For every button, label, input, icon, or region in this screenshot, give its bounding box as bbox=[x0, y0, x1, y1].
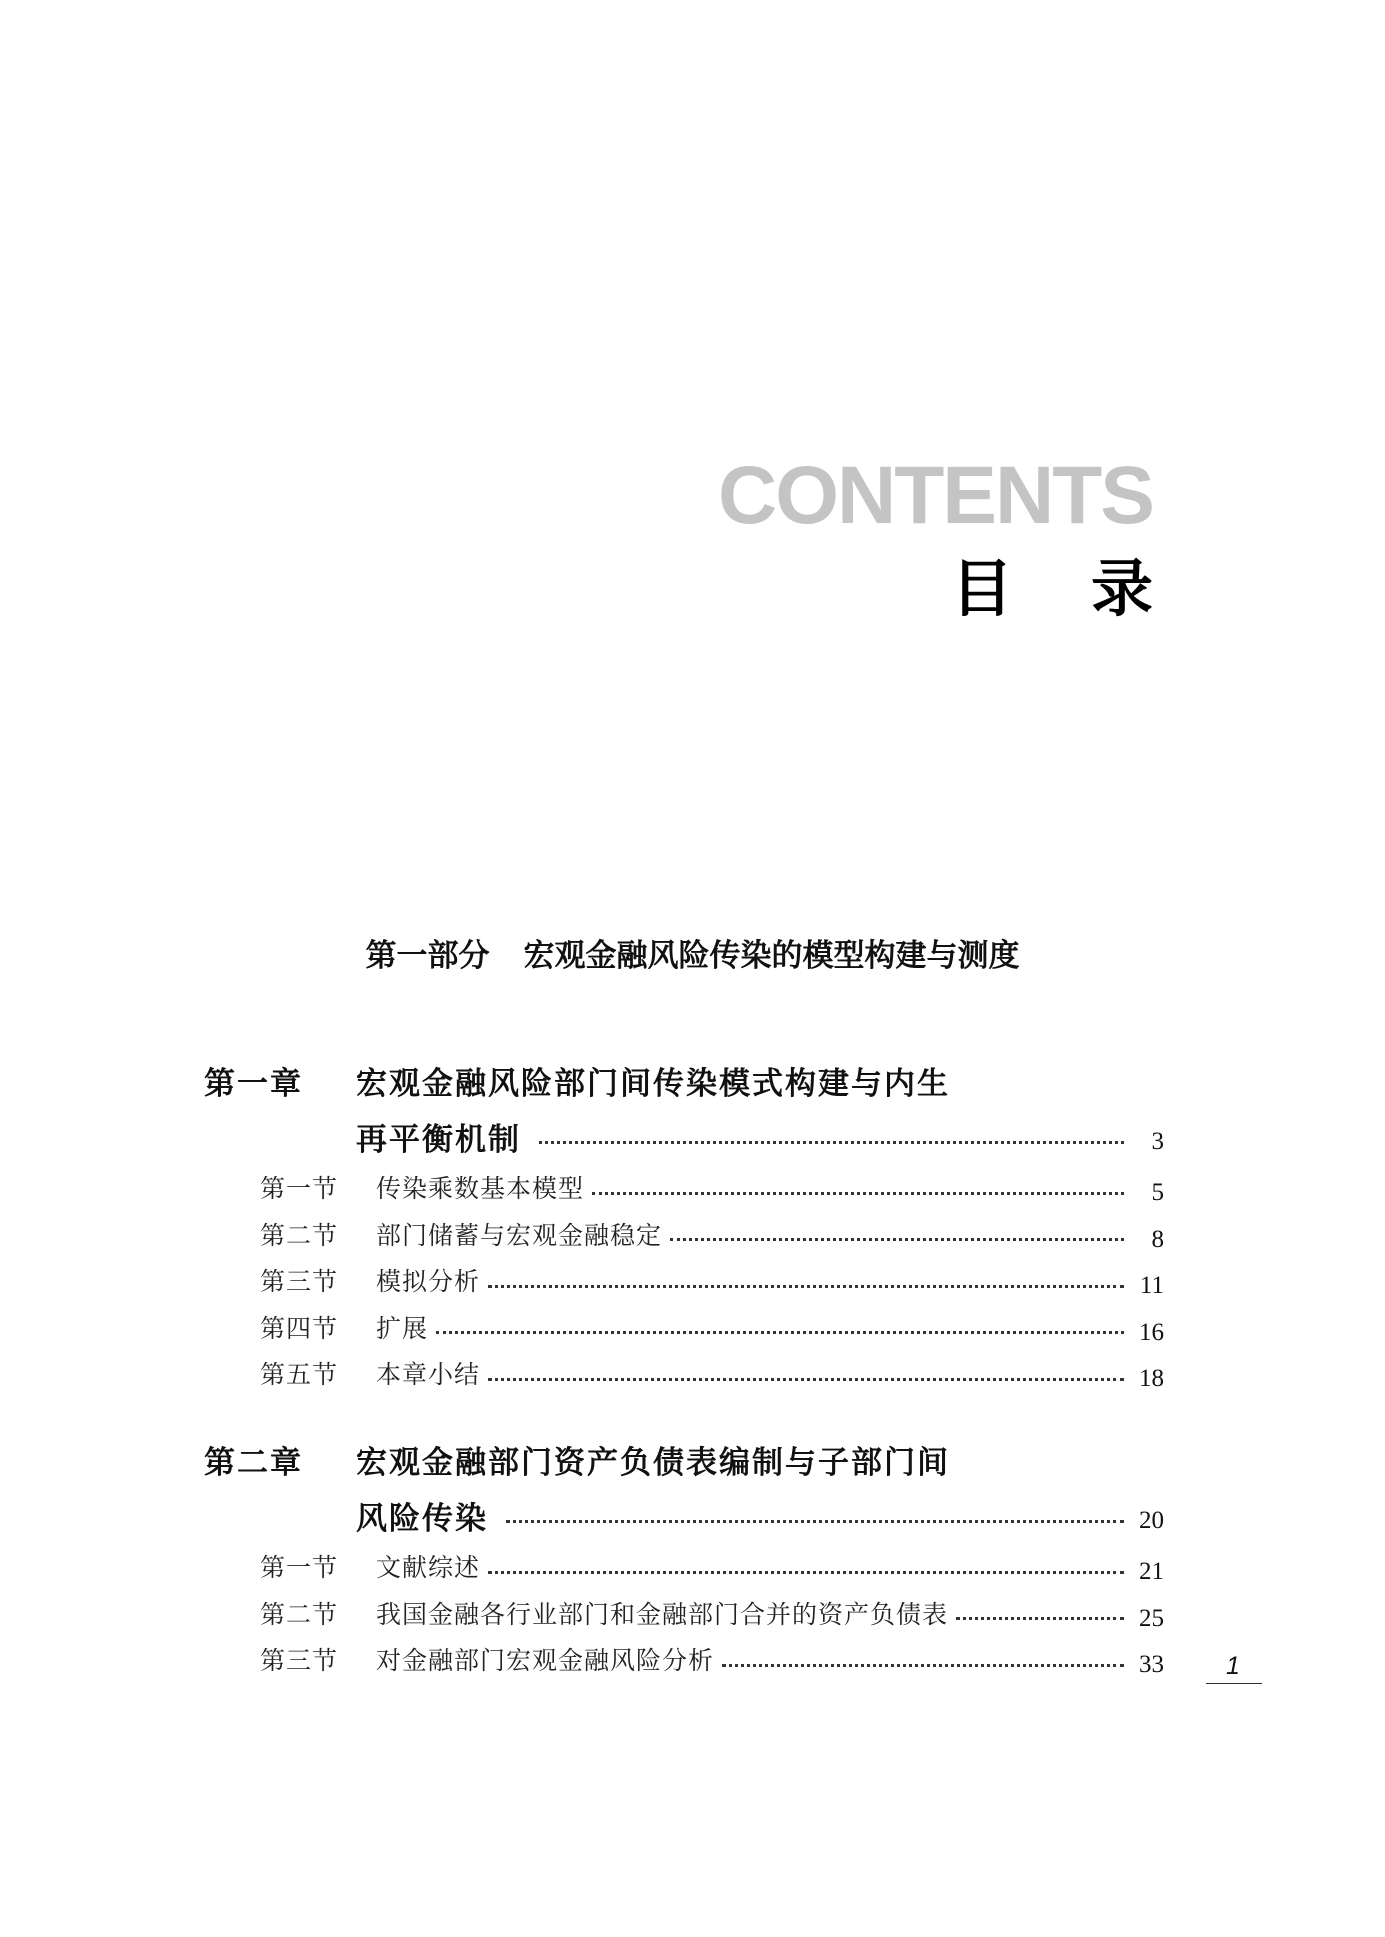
toc-chapter-2 bbox=[204, 1431, 1164, 1683]
chapter-title-line1 bbox=[204, 1052, 1164, 1108]
page-ref: 11 bbox=[1139, 1272, 1164, 1300]
page-ref: 3 bbox=[1151, 1128, 1164, 1155]
contents-english-heading: CONTENTS bbox=[718, 450, 1153, 541]
page-ref: 20 bbox=[1139, 1507, 1164, 1534]
leader-dots bbox=[436, 1331, 1124, 1334]
section-number: 第四节 bbox=[260, 1313, 339, 1343]
page-ref: 25 bbox=[1139, 1604, 1164, 1632]
section-number: 第二节 bbox=[260, 1599, 339, 1629]
section-title: 传染乘数基本模型 bbox=[376, 1174, 585, 1204]
section-number: 第三节 bbox=[260, 1267, 339, 1297]
toc-entry-chapter-1[interactable] bbox=[204, 1108, 1164, 1164]
toc-section[interactable] bbox=[204, 1590, 1164, 1637]
page-ref: 18 bbox=[1139, 1365, 1164, 1393]
section-title: 我国金融各行业部门和金融部门合并的资产负债表 bbox=[376, 1599, 949, 1629]
leader-dots bbox=[488, 1571, 1124, 1574]
chapter-number: 第二章 bbox=[204, 1444, 303, 1481]
page-ref: 16 bbox=[1139, 1318, 1164, 1346]
leader-dots bbox=[592, 1192, 1124, 1195]
toc-section[interactable] bbox=[204, 1636, 1164, 1683]
section-number: 第三节 bbox=[260, 1646, 339, 1676]
part-title bbox=[0, 930, 1385, 975]
toc-entry-chapter-2[interactable] bbox=[204, 1487, 1164, 1543]
page-ref: 21 bbox=[1139, 1558, 1164, 1586]
section-title: 文献综述 bbox=[376, 1553, 481, 1583]
page-number-underline bbox=[1206, 1683, 1262, 1684]
section-number: 第二节 bbox=[260, 1220, 339, 1250]
chapter-number: 第一章 bbox=[204, 1065, 303, 1102]
part-title-text: 宏观金融风险传染的模型构建与测度 bbox=[523, 938, 1020, 974]
page-ref: 33 bbox=[1139, 1651, 1164, 1679]
toc-section[interactable] bbox=[204, 1304, 1164, 1351]
section-number: 第一节 bbox=[260, 1553, 339, 1583]
section-title: 部门储蓄与宏观金融稳定 bbox=[376, 1220, 663, 1250]
leader-dots bbox=[506, 1520, 1124, 1523]
leader-dots bbox=[488, 1378, 1124, 1381]
section-title: 模拟分析 bbox=[376, 1267, 481, 1297]
toc-section[interactable] bbox=[204, 1350, 1164, 1397]
section-title: 本章小结 bbox=[376, 1360, 481, 1390]
toc-section[interactable] bbox=[204, 1164, 1164, 1211]
page-ref: 8 bbox=[1151, 1225, 1164, 1253]
contents-cn-char-2: 录 bbox=[1090, 552, 1153, 625]
toc-section[interactable] bbox=[204, 1543, 1164, 1590]
contents-chinese-heading bbox=[950, 552, 1153, 625]
leader-dots bbox=[488, 1285, 1124, 1288]
chapter-title-continued: 风险传染 bbox=[356, 1500, 488, 1537]
toc-section[interactable] bbox=[204, 1257, 1164, 1304]
leader-dots bbox=[722, 1664, 1124, 1667]
contents-cn-char-1: 目 bbox=[950, 552, 1013, 625]
leader-dots bbox=[956, 1617, 1124, 1620]
leader-dots bbox=[539, 1141, 1124, 1144]
toc-chapter-1 bbox=[204, 1052, 1164, 1397]
section-title: 扩展 bbox=[376, 1313, 429, 1343]
chapter-title: 宏观金融部门资产负债表编制与子部门间 bbox=[356, 1444, 950, 1481]
part-label: 第一部分 bbox=[365, 938, 490, 974]
page-ref: 5 bbox=[1151, 1179, 1164, 1207]
section-number: 第五节 bbox=[260, 1360, 339, 1390]
leader-dots bbox=[670, 1238, 1124, 1241]
page-number: 1 bbox=[1226, 1652, 1240, 1680]
chapter-title: 宏观金融风险部门间传染模式构建与内生 bbox=[356, 1065, 950, 1102]
chapter-title-continued: 再平衡机制 bbox=[356, 1121, 521, 1158]
toc-section[interactable] bbox=[204, 1211, 1164, 1258]
section-number: 第一节 bbox=[260, 1174, 339, 1204]
section-title: 对金融部门宏观金融风险分析 bbox=[376, 1646, 715, 1676]
chapter-title-line1 bbox=[204, 1431, 1164, 1487]
